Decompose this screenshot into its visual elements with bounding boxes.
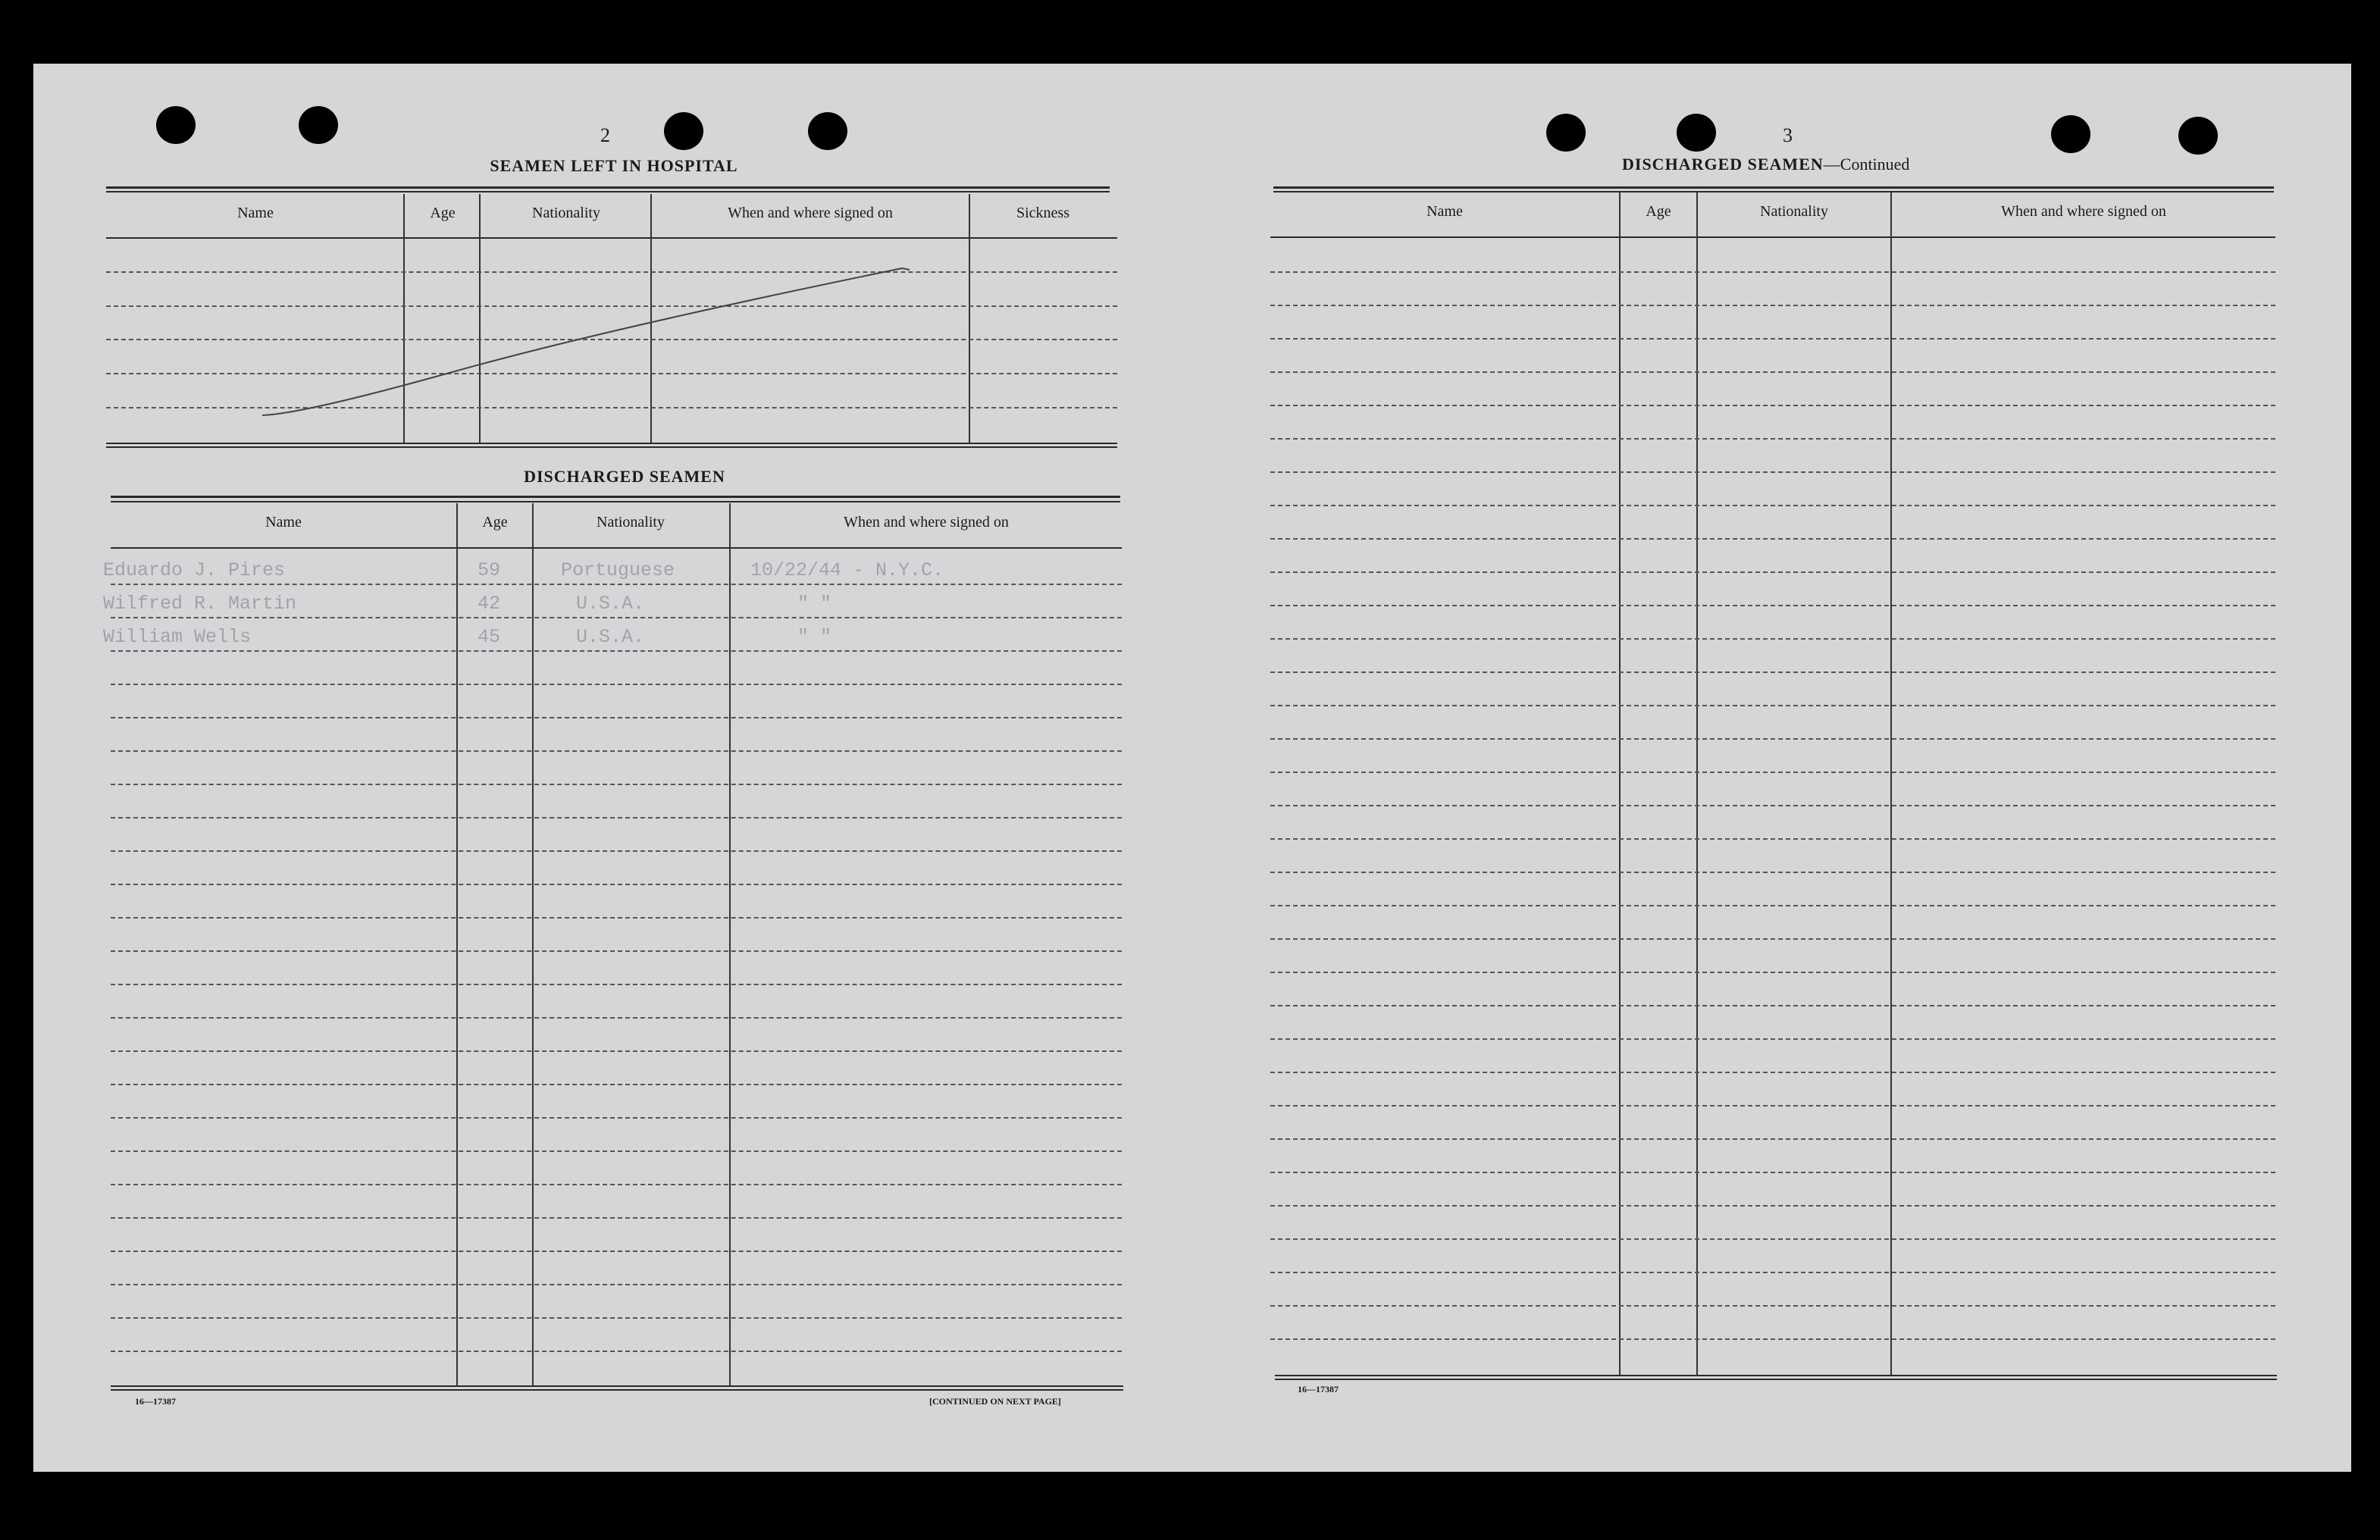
row-line: [1270, 1005, 2275, 1006]
continued-col-signed-on: When and where signed on: [2001, 203, 2166, 220]
row-line: [111, 1017, 1122, 1019]
discharged-top-rule: [111, 496, 1120, 498]
continued-col-divider: [1619, 192, 1621, 1376]
row-line: [111, 684, 1122, 685]
row-line: [111, 1317, 1122, 1319]
continued-col-divider: [1696, 192, 1698, 1376]
continued-col-age: Age: [1646, 203, 1671, 220]
row-line: [1270, 805, 2275, 806]
discharged-col-name: Name: [265, 514, 302, 531]
continued-title-suffix: —Continued: [1823, 155, 1910, 174]
row-line: [1270, 338, 2275, 340]
row-line: [111, 784, 1122, 785]
row-line: [111, 1150, 1122, 1152]
hospital-col-nationality: Nationality: [532, 205, 600, 221]
row-line: [111, 817, 1122, 819]
row-line: [111, 617, 1122, 618]
continued-title-bold: DISCHARGED SEAMEN: [1622, 155, 1824, 174]
form-number-left: 16—17387: [135, 1396, 176, 1407]
row-line: [111, 750, 1122, 752]
continued-col-nationality: Nationality: [1760, 203, 1828, 220]
continued-top-rule-2: [1273, 191, 2274, 192]
seaman-signed-on: " ": [797, 593, 832, 615]
discharged-section-title: DISCHARGED SEAMEN: [524, 467, 725, 486]
row-line: [111, 1117, 1122, 1119]
discharged-top-rule-2: [111, 501, 1120, 502]
seaman-name: Eduardo J. Pires: [103, 559, 286, 581]
row-line: [1270, 505, 2275, 506]
hospital-col-sickness: Sickness: [1016, 205, 1069, 221]
row-line: [1270, 872, 2275, 873]
row-line: [1270, 1138, 2275, 1140]
seaman-name: William Wells: [103, 626, 252, 648]
seaman-age: 42: [478, 593, 501, 615]
seaman-nationality: U.S.A.: [576, 593, 645, 615]
row-line: [1270, 1172, 2275, 1173]
continued-header-rule: [1270, 236, 2275, 238]
discharged-bottom-rule: [111, 1385, 1123, 1387]
seaman-nationality: U.S.A.: [576, 626, 645, 648]
hospital-section-title: SEAMEN LEFT IN HOSPITAL: [490, 156, 738, 175]
row-line: [111, 950, 1122, 952]
discharged-col-divider: [456, 503, 458, 1385]
row-line: [1270, 972, 2275, 973]
row-line: [1270, 671, 2275, 673]
row-line: [1270, 471, 2275, 473]
row-line: [1270, 405, 2275, 406]
row-line: [111, 917, 1122, 919]
row-line: [1270, 705, 2275, 706]
row-line: [1270, 938, 2275, 940]
row-line: [1270, 438, 2275, 440]
continued-bottom-rule: [1275, 1375, 2277, 1376]
row-line: [111, 850, 1122, 852]
row-line: [1270, 538, 2275, 540]
hospital-col-age: Age: [430, 205, 456, 221]
discharged-bottom-rule-2: [111, 1389, 1123, 1391]
row-line: [111, 717, 1122, 718]
row-line: [1270, 1238, 2275, 1240]
hospital-col-name: Name: [237, 205, 274, 221]
discharged-col-signed-on: When and where signed on: [844, 514, 1009, 531]
seaman-nationality: Portuguese: [561, 559, 675, 581]
row-line: [1270, 838, 2275, 840]
continued-section-title: [1622, 155, 1909, 174]
discharged-col-divider: [532, 503, 534, 1385]
row-line: [1270, 1105, 2275, 1106]
row-line: [111, 1217, 1122, 1219]
discharged-col-age: Age: [482, 514, 508, 531]
row-line: [1270, 1038, 2275, 1040]
row-line: [1270, 371, 2275, 373]
row-line: [1270, 1205, 2275, 1207]
seaman-name: Wilfred R. Martin: [103, 593, 297, 615]
row-line: [1270, 1305, 2275, 1307]
discharged-col-nationality: Nationality: [597, 514, 665, 531]
row-line: [111, 984, 1122, 985]
discharged-col-divider: [729, 503, 731, 1385]
row-line: [1270, 271, 2275, 273]
continued-note: [CONTINUED ON NEXT PAGE]: [929, 1396, 1061, 1407]
row-line: [1270, 605, 2275, 606]
row-line: [111, 1284, 1122, 1285]
row-line: [1270, 571, 2275, 573]
row-line: [1270, 305, 2275, 306]
page-number-left: 2: [600, 124, 610, 146]
row-line: [1270, 1272, 2275, 1273]
row-line: [111, 1351, 1122, 1352]
row-line: [111, 1084, 1122, 1085]
row-line: [111, 884, 1122, 885]
row-line: [1270, 905, 2275, 906]
discharged-header-rule: [111, 547, 1122, 549]
seaman-age: 59: [478, 559, 501, 581]
continued-col-divider: [1890, 192, 1892, 1376]
row-line: [1270, 772, 2275, 773]
row-line: [111, 1250, 1122, 1252]
seaman-signed-on: " ": [797, 626, 832, 648]
form-number-right: 16—17387: [1298, 1384, 1339, 1394]
continued-col-name: Name: [1426, 203, 1463, 220]
row-line: [111, 1184, 1122, 1185]
row-line: [1270, 1338, 2275, 1340]
row-line: [1270, 738, 2275, 740]
continued-top-rule: [1273, 186, 2274, 189]
row-line: [111, 650, 1122, 652]
row-line: [1270, 638, 2275, 640]
continued-bottom-rule-2: [1275, 1379, 2277, 1380]
seaman-signed-on: 10/22/44 - N.Y.C.: [750, 559, 944, 581]
row-line: [1270, 1072, 2275, 1073]
page-number-right: 3: [1783, 124, 1793, 146]
seaman-age: 45: [478, 626, 501, 648]
row-line: [111, 1050, 1122, 1052]
row-line: [111, 584, 1122, 585]
hospital-col-signed-on: When and where signed on: [728, 205, 893, 221]
